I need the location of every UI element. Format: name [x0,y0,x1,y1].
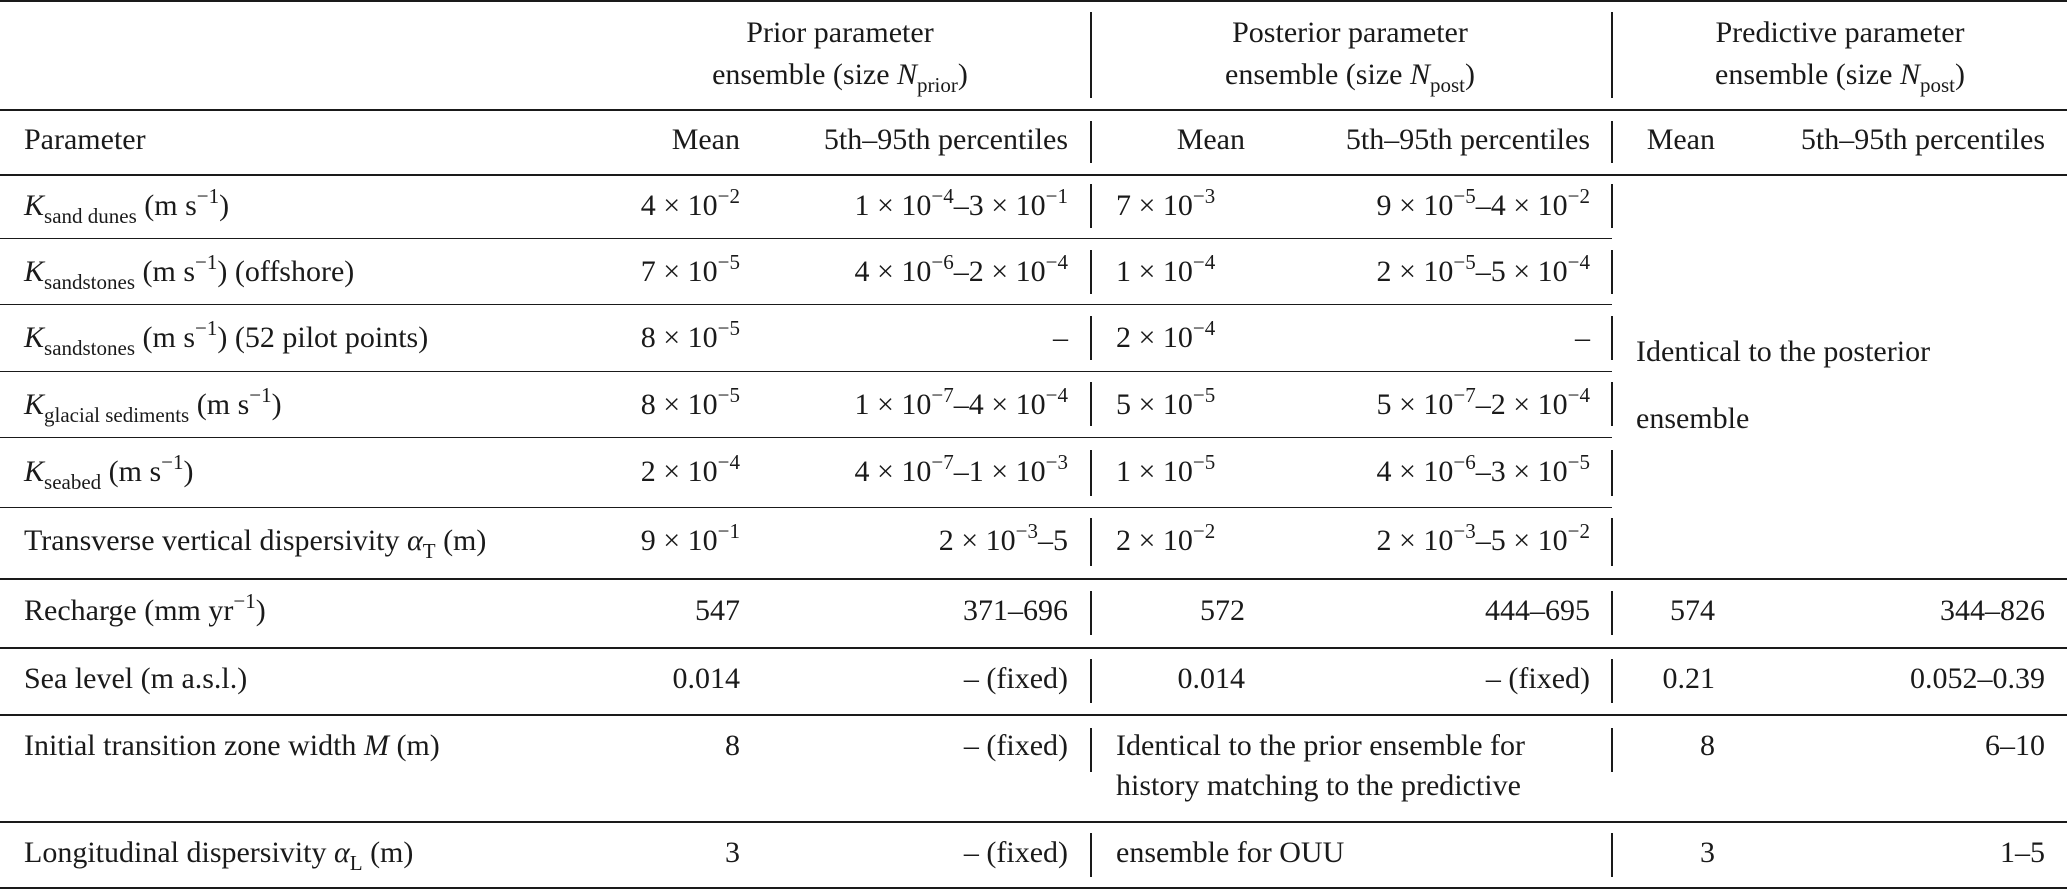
posterior-percentiles: $5 \times 10^{-7}-2 \times 10^{-4}$ [1376,383,1590,421]
posterior-mean: $1 \times 10^{-4}$ [1116,250,1216,288]
rule-header [0,109,2067,111]
separator [1611,250,1613,294]
row-label-k-sandstones-offshore: $K_{sandstones}$ (m $s^{-1}$) (offshore) [24,250,355,294]
prior-mean: 3 [725,836,740,869]
group-header-line: Posterior parameter [1232,16,1468,49]
rule-row [0,437,1612,438]
rule-row [0,507,1612,508]
prior-mean: $2 \times 10^{-4}$ [640,450,740,488]
predictive-mean: 8 [1700,729,1715,762]
prior-percentiles: $2 \times 10^{-3}-5$ [938,519,1068,557]
prior-percentiles: – (fixed) [963,729,1068,762]
predictive-identical-note [1636,318,1930,452]
predictive-mean: 0.21 [1662,662,1715,695]
rule-row [0,821,2067,823]
row-label-transverse-dispersivity: Transverse vertical dispersivity $\alpha_T$ (m) [24,524,487,563]
column-header-mean: Mean [671,123,740,156]
prior-mean: $4 \times 10^{-2}$ [640,184,740,222]
group-header-line: ensemble (size $N_{post}$) [1225,58,1475,97]
rule-row [0,714,2067,716]
column-header-percentiles: 5th–95th percentiles [1345,123,1590,156]
prior-mean: $8 \times 10^{-5}$ [640,383,740,421]
posterior-percentiles: $2 \times 10^{-3}-5 \times 10^{-2}$ [1376,519,1590,557]
prior-percentiles: $4 \times 10^{-6}-2 \times 10^{-4}$ [854,250,1068,288]
row-label-k-sand-dunes: $K_{sand dunes}$ (m $s^{-1}$) [24,184,230,228]
group-header-prior [640,12,1040,98]
prior-percentiles: $1 \times 10^{-4}-3 \times 10^{-1}$ [854,184,1068,222]
predictive-identical-line: ensemble [1636,402,1750,435]
posterior-percentiles: $4 \times 10^{-6}-3 \times 10^{-5}$ [1376,450,1590,488]
separator [1611,316,1613,360]
predictive-mean: 3 [1700,836,1715,869]
prior-mean: $7 \times 10^{-5}$ [640,250,740,288]
predictive-mean: 574 [1670,594,1715,627]
group-header-line: Prior parameter [746,16,934,49]
separator [1090,382,1092,426]
column-header-percentiles: 5th–95th percentiles [823,123,1068,156]
group-header-line: ensemble (size $N_{post}$) [1715,58,1965,97]
row-label-k-sandstones-pilot: $K_{sandstones}$ (m $s^{-1}$) (52 pilot points) [24,316,429,360]
prior-percentiles: $1 \times 10^{-7}-4 \times 10^{-4}$ [854,383,1068,421]
separator [1611,382,1613,426]
prior-percentiles: – [1053,321,1068,354]
posterior-percentiles: $9 \times 10^{-5}-4 \times 10^{-2}$ [1376,184,1590,222]
posterior-mean: $2 \times 10^{-2}$ [1116,519,1216,557]
group-header-line: ensemble (size $N_{prior}$) [712,58,968,97]
predictive-percentiles: 0.052–0.39 [1910,662,2045,695]
separator [1611,591,1613,635]
posterior-mean: $2 \times 10^{-4}$ [1116,316,1216,354]
posterior-mean: 0.014 [1177,662,1245,695]
separator [1090,184,1092,228]
posterior-identical-note [1116,726,1525,806]
rule-top [0,0,2067,2]
group-header-line: Predictive parameter [1715,16,1965,49]
posterior-percentiles: – [1575,321,1590,354]
separator [1611,121,1613,163]
row-label-k-glacial-sediments: $K_{glacial sediments}$ (m $s^{-1}$) [24,383,282,427]
posterior-mean: $5 \times 10^{-5}$ [1116,383,1216,421]
column-header-percentiles: 5th–95th percentiles [1800,123,2045,156]
separator [1090,518,1092,566]
rule-row [0,304,1612,305]
row-label-k-seabed: $K_{seabed}$ (m $s^{-1}$) [24,450,194,494]
separator [1090,833,1092,877]
group-header-posterior [1100,12,1600,98]
row-label-recharge: Recharge (mm $yr^{-1}$) [24,589,266,627]
separator [1611,450,1613,496]
separator [1611,12,1613,98]
column-header-mean: Mean [1176,123,1245,156]
separator [1090,728,1092,772]
predictive-percentiles: 1–5 [2000,836,2045,869]
prior-percentiles: 371–696 [963,594,1068,627]
row-label-sea-level: Sea level (m a.s.l.) [24,662,248,695]
prior-mean: 547 [695,594,740,627]
rule-row [0,371,1612,372]
separator [1090,450,1092,496]
prior-percentiles: $4 \times 10^{-7}-1 \times 10^{-3}$ [854,450,1068,488]
separator [1090,121,1092,163]
prior-mean: $9 \times 10^{-1}$ [640,519,740,557]
separator [1090,659,1092,703]
prior-percentiles: – (fixed) [963,662,1068,695]
posterior-identical-line: ensemble for OUU [1116,836,1345,869]
prior-mean: 0.014 [672,662,740,695]
posterior-percentiles: – (fixed) [1485,662,1590,695]
rule-row [0,578,2067,580]
predictive-percentiles: 6–10 [1985,729,2045,762]
posterior-mean: $1 \times 10^{-5}$ [1116,450,1216,488]
prior-mean: 8 [725,729,740,762]
separator [1611,518,1613,566]
prior-mean: $8 \times 10^{-5}$ [640,316,740,354]
separator [1090,12,1092,98]
posterior-identical-line: Identical to the prior ensemble for [1116,729,1526,762]
separator [1611,184,1613,228]
separator [1090,591,1092,635]
rule-row [0,238,1612,239]
separator [1611,659,1613,703]
separator [1090,316,1092,360]
prior-percentiles: – (fixed) [963,836,1068,869]
posterior-percentiles: $2 \times 10^{-5}-5 \times 10^{-4}$ [1376,250,1590,288]
row-label-transition-zone: Initial transition zone width M (m) [24,729,440,762]
posterior-percentiles: 444–695 [1485,594,1590,627]
separator [1611,728,1613,772]
predictive-percentiles: 344–826 [1940,594,2045,627]
column-header-mean: Mean [1646,123,1715,156]
posterior-mean: 572 [1200,594,1245,627]
rule-row [0,647,2067,649]
posterior-identical-line: history matching to the predictive [1116,769,1521,802]
group-header-predictive [1620,12,2060,98]
rule-colhead [0,174,2067,176]
rule-bottom [0,887,2067,889]
predictive-identical-line: Identical to the posterior [1636,335,1931,368]
column-header-parameter: Parameter [24,123,146,156]
separator [1090,250,1092,294]
posterior-mean: $7 \times 10^{-3}$ [1116,184,1216,222]
separator [1611,833,1613,877]
row-label-longitudinal-dispersivity: Longitudinal dispersivity $\alpha_L$ (m) [24,836,414,875]
